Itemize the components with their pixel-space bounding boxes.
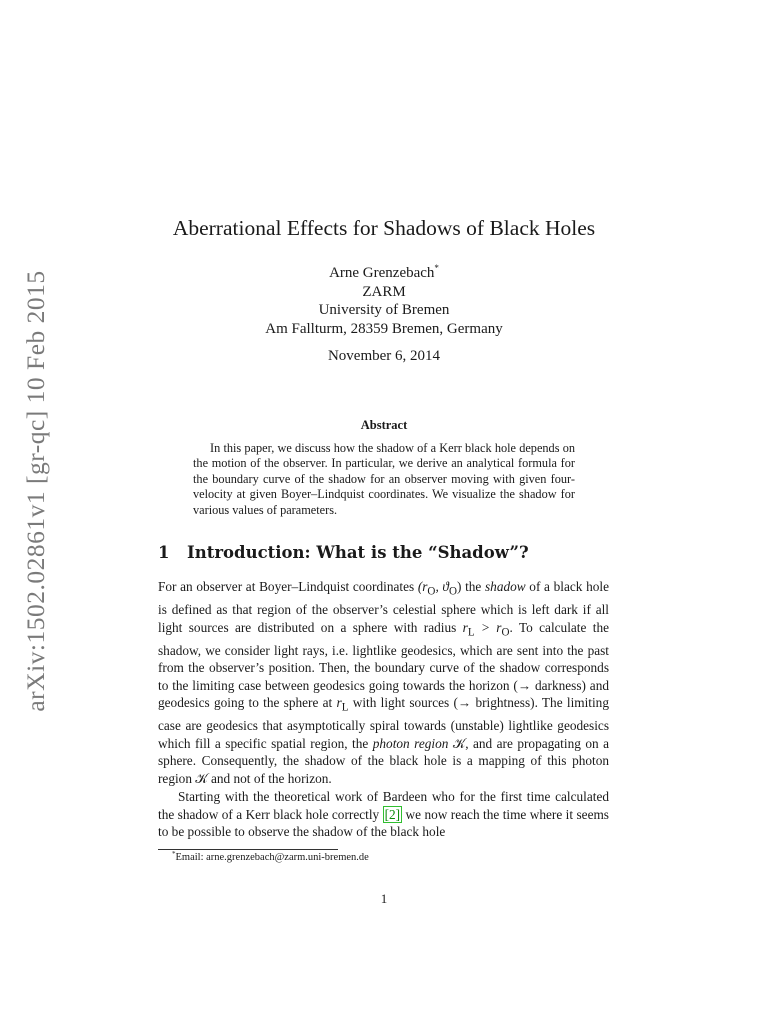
paragraph-2 bbox=[158, 788, 609, 841]
emphasis-run: photon region bbox=[372, 735, 449, 751]
footnote-divider bbox=[158, 849, 338, 850]
math-subscript: O bbox=[501, 626, 510, 639]
section-title: Introduction: What is the “Shadow”? bbox=[187, 543, 529, 562]
math-run: > r bbox=[474, 619, 502, 635]
text-run: and not of the horizon. bbox=[207, 770, 332, 786]
emphasis-run: shadow bbox=[485, 579, 526, 594]
text-run: For an observer at Boyer–Lindquist coordinates bbox=[158, 579, 418, 594]
text-run: of a black hole is defined as that region of the observer’s celestial sphere which is left dark if all light sources are distributed on a sphere with radius bbox=[158, 579, 609, 635]
math-subscript: L bbox=[341, 701, 349, 714]
math-run: 𝒦 bbox=[448, 735, 466, 751]
abstract-heading: Abstract bbox=[360, 418, 408, 432]
math-subscript: O bbox=[448, 585, 457, 598]
section-number: 1 bbox=[158, 543, 170, 562]
citation-link[interactable]: [2] bbox=[384, 806, 401, 822]
author-block bbox=[0, 264, 768, 338]
text-run: Starting with the theoretical work of Bardeen who for the first time calculated the shadow of a Kerr black hole correctly bbox=[158, 789, 609, 822]
arxiv-identifier-stamp bbox=[14, 270, 58, 712]
author-affiliation-1: ZARM bbox=[362, 283, 406, 300]
text-run: . To calculate the shadow, we consider light rays, i.e. lightlike geodesics, which are sent into the past from the observer’s position. Then, the boundary curve of the shadow corresponds to the limiting case between geodesics going towards the horizon (→ darkness) and geodesics going to the sphere at bbox=[158, 619, 609, 711]
arxiv-identifier-text: arXiv:1502.02861v1 [gr-qc] 10 Feb 2015 bbox=[21, 270, 50, 712]
math-subscript: L bbox=[467, 626, 475, 639]
author-affiliation-2: University of Bremen bbox=[318, 302, 450, 318]
math-run: r bbox=[462, 619, 468, 635]
section-heading bbox=[158, 543, 529, 562]
footnote-email: Email: arne.grenzebach@zarm.uni-bremen.de bbox=[175, 852, 369, 863]
author-name bbox=[0, 264, 768, 283]
author-name-text: Arne Grenzebach bbox=[329, 265, 435, 281]
paper-date: November 6, 2014 bbox=[327, 348, 441, 364]
text-run: we now reach the time where it seems to be possible to observe the shadow of the black hole bbox=[158, 806, 609, 839]
math-run: ) bbox=[456, 579, 462, 594]
text-run: with light sources (→ brightness). The limiting case are geodesics that asymptotically spiral towards (unstable) lightlike geodesics which fill a specific spatial region, the bbox=[158, 695, 609, 751]
text-run: the bbox=[461, 579, 485, 594]
text-run: , and are propagating on a sphere. Consequently, the shadow of the black hole is a mapping of this photon region bbox=[158, 735, 609, 786]
math-run: r bbox=[336, 695, 342, 711]
math-run: , ϑ bbox=[435, 579, 449, 594]
abstract-text: In this paper, we discuss how the shadow of a Kerr black hole depends on the motion of the observer. In particular, we derive an analytical formula for the boundary curve of the shadow for an observer moving with given four-velocity at given Boyer–Lindquist coordinates. We visualize the shadow for various values of parameters. bbox=[193, 441, 575, 517]
math-run: (r bbox=[417, 579, 428, 594]
footnote bbox=[172, 852, 369, 863]
paper-title: Aberrational Effects for Shadows of Black Holes bbox=[172, 216, 596, 240]
author-footnote-mark: * bbox=[434, 263, 439, 273]
paragraph-1 bbox=[158, 578, 609, 787]
math-subscript: O bbox=[427, 585, 436, 598]
author-address: Am Fallturm, 28359 Bremen, Germany bbox=[265, 320, 503, 337]
page-number: 1 bbox=[380, 891, 388, 906]
footnote-mark: * bbox=[172, 850, 176, 858]
math-run: 𝒦 bbox=[195, 770, 208, 786]
